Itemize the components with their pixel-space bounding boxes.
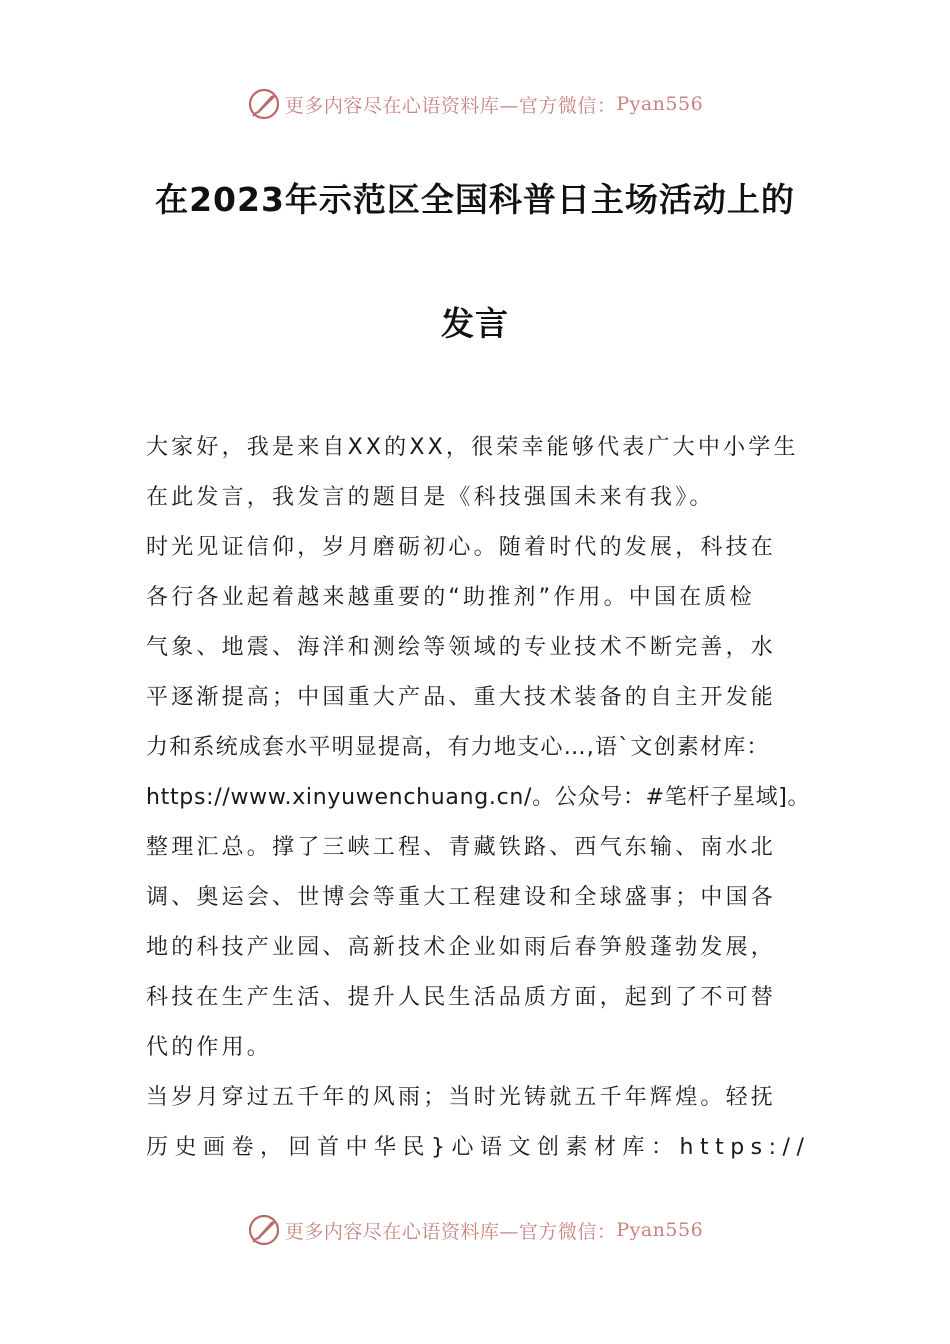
document-title-line-2: 发言 [441,304,509,343]
watermark-text: 更多内容尽在心语资料库—官方微信： [284,94,617,117]
body-line: 科技在生产生活、提升人民生活品质方面，起到了不可替 [146,985,777,1010]
body-line: 当岁月穿过五千年的风雨；当时光铸就五千年辉煌。轻抚 [146,1085,777,1110]
body-line: 时光见证信仰，岁月磨砺初心。随着时代的发展，科技在 [146,535,777,560]
body-line: 力和系统成套水平明显提高，有力地支心…,语`文创素材库： [146,735,770,760]
document-body [146,428,811,1178]
body-line: 整理汇总。撑了三峡工程、青藏铁路、西气东输、南水北 [146,835,777,860]
body-line: 历史画卷，回首中华民}心语文创素材库：https:// [146,1135,811,1160]
body-line: 调、奥运会、世博会等重大工程建设和全球盛事；中国各 [146,885,777,910]
body-line: 大家好，我是来自XX的XX，很荣幸能够代表广大中小学生 [146,435,799,460]
body-line: 在此发言，我发言的题目是《科技强国未来有我》。 [146,485,715,510]
body-line-url: https://www.xinyuwenchuang.cn/。公众号：#笔杆子星域]。 [146,785,811,810]
body-line: 地的科技产业园、高新技术企业如雨后春笋般蓬勃发展， [146,935,777,960]
body-line: 平逐渐提高；中国重大产品、重大技术装备的自主开发能 [146,685,777,710]
body-line: 气象、地震、海洋和测绘等领域的专业技术不断完善，水 [146,635,777,660]
watermark-banner-bottom [0,1208,950,1252]
document-title-line-1: 在2023年示范区全国科普日主场活动上的 [155,180,795,219]
quill-pen-circle-icon [247,87,281,121]
watermark-contact: Pyan556 [616,93,704,115]
watermark-text: 更多内容尽在心语资料库—官方微信： [284,1220,617,1243]
watermark-contact: Pyan556 [616,1219,704,1241]
watermark-banner-top [0,82,950,126]
quill-pen-circle-icon [247,1213,281,1247]
body-line: 各行各业起着越来越重要的“助推剂”作用。中国在质检 [146,585,755,610]
body-line: 代的作用。 [146,1035,273,1060]
